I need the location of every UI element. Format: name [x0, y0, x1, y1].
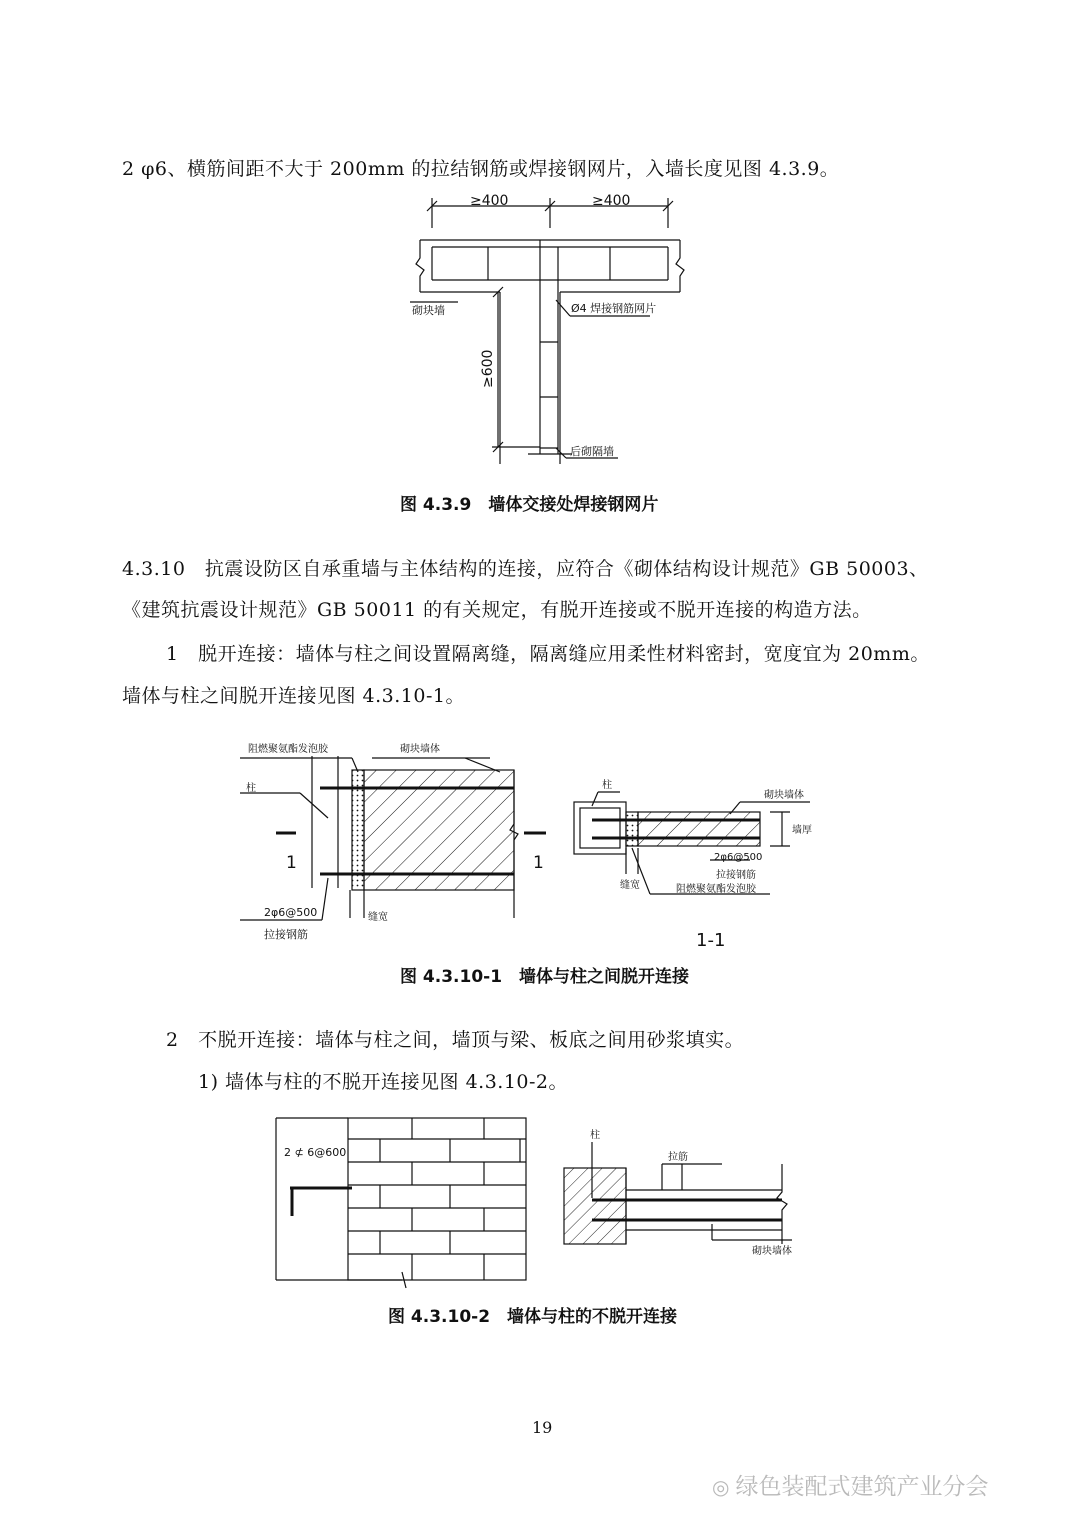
section-mark-left: 1 [286, 853, 297, 873]
figure-caption-4-3-10-1: 图 4.3.10-1 墙体与柱之间脱开连接 [400, 967, 690, 987]
label-rebar-600: 2 ⊄ 6@600 [284, 1146, 347, 1159]
label-block-wall: 砌块墙 [412, 304, 445, 317]
paragraph-clause-4-3-10: 4.3.10 抗震设防区自承重墙与主体结构的连接，应符合《砌体结构设计规范》GB 50003、 [122, 558, 929, 580]
label-gap-width: 缝宽 [368, 912, 388, 923]
section-title: 1-1 [696, 930, 726, 951]
label-welded-mesh: Ø4 焊接钢筋网片 [571, 302, 657, 315]
figure-caption-4-3-9: 图 4.3.9 墙体交接处焊接钢网片 [400, 495, 659, 515]
dim-vertical-label: ≥600 [480, 349, 496, 388]
label-rebar-spec: 2φ6@500 [264, 906, 318, 919]
watermark-text: 绿色装配式建筑产业分会 [735, 1474, 989, 1500]
paragraph-item-2-sub-1: 1) 墙体与柱的不脱开连接见图 4.3.10-2。 [198, 1071, 569, 1093]
label-column: 柱 [590, 1130, 600, 1141]
dim-left-label: ≥400 [470, 193, 509, 209]
label-block-wall: 砌块墙体 [400, 744, 440, 755]
paragraph-item-1-cont: 墙体与柱之间脱开连接见图 4.3.10-1。 [122, 685, 465, 707]
page-number: 19 [532, 1418, 553, 1437]
dim-right-label: ≥400 [592, 193, 631, 209]
paragraph-clause-4-3-10-cont: 《建筑抗震设计规范》GB 50011 的有关规定，有脱开连接或不脱开连接的构造方法。 [122, 599, 872, 621]
section-label-foam: 阻燃聚氨酯发泡胶 [676, 884, 756, 895]
label-tie-bar: 拉筋 [668, 1152, 688, 1163]
paragraph-rebar-spec: 2 φ6、横筋间距不大于 200mm 的拉结钢筋或焊接钢网片，入墙长度见图 4.3.9。 [122, 158, 840, 180]
label-tie-rebar: 拉接钢筋 [264, 928, 308, 941]
wechat-icon: ◎ [712, 1475, 730, 1499]
label-foam-sealant: 阻燃聚氨酯发泡胶 [248, 744, 328, 755]
paragraph-item-1: 1 脱开连接：墙体与柱之间设置隔离缝，隔离缝应用柔性材料密封，宽度宜为 20mm。 [166, 643, 930, 665]
figure-4-3-10-2 [262, 1112, 802, 1288]
section-label-gap: 缝宽 [620, 880, 640, 891]
section-label-rebar-spec: 2φ6@500 [714, 852, 763, 863]
paragraph-item-2: 2 不脱开连接：墙体与柱之间，墙顶与梁、板底之间用砂浆填实。 [166, 1029, 745, 1051]
label-column: 柱 [246, 783, 256, 794]
figure-4-3-10-1 [230, 738, 812, 952]
section-label-wall-thickness: 墙厚 [792, 825, 812, 836]
section-label-block-wall: 砌块墙体 [764, 790, 804, 801]
section-label-tie: 拉接钢筋 [716, 870, 756, 881]
label-block-wall: 砌块墙体 [752, 1246, 792, 1257]
figure-caption-4-3-10-2: 图 4.3.10-2 墙体与柱的不脱开连接 [388, 1307, 678, 1327]
label-later-wall: 后砌隔墙 [570, 445, 614, 458]
figure-4-3-9 [410, 192, 690, 472]
section-mark-right: 1 [533, 853, 544, 873]
watermark [712, 1468, 988, 1501]
section-label-column: 柱 [602, 780, 612, 791]
